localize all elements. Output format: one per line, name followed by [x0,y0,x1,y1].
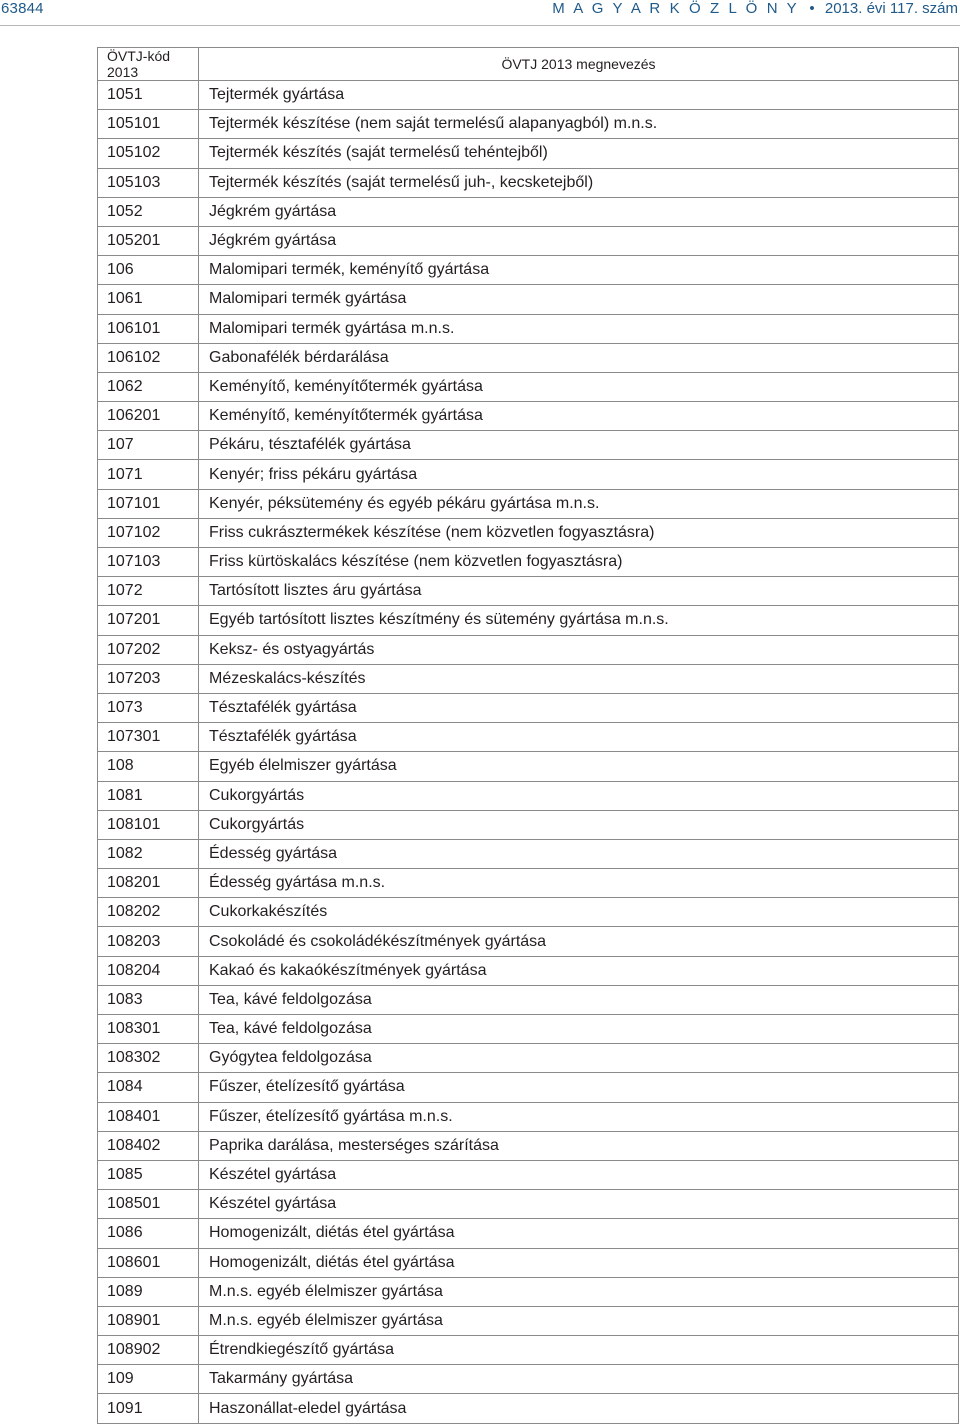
activity-name: Édesség gyártása m.n.s. [199,869,959,898]
activity-name: Keksz- és ostyagyártás [199,635,959,664]
table-row [98,1190,959,1219]
activity-name: M.n.s. egyéb élelmiszer gyártása [199,1277,959,1306]
table-row [98,1336,959,1365]
activity-code: 107301 [98,723,199,752]
table-row [98,1102,959,1131]
table-row [98,285,959,314]
activity-code: 105201 [98,226,199,255]
activity-name: Fűszer, ételízesítő gyártása [199,1073,959,1102]
activity-code: 105101 [98,110,199,139]
activity-name: Tejtermék gyártása [199,81,959,110]
activity-name: Tésztafélék gyártása [199,723,959,752]
activity-code: 107201 [98,606,199,635]
activity-name: Fűszer, ételízesítő gyártása m.n.s. [199,1102,959,1131]
table-row [98,548,959,577]
table-row [98,723,959,752]
activity-code: 107 [98,431,199,460]
activity-name: Készétel gyártása [199,1160,959,1189]
activity-name: Egyéb élelmiszer gyártása [199,752,959,781]
activity-name: Friss cukrásztermékek készítése (nem közvetlen fogyasztásra) [199,518,959,547]
activity-name: Takarmány gyártása [199,1365,959,1394]
activity-code: 1081 [98,781,199,810]
activity-code: 1061 [98,285,199,314]
activity-name: Édesség gyártása [199,839,959,868]
table-header-row [98,48,959,81]
activity-code: 106102 [98,343,199,372]
activity-name: Friss kürtöskalács készítése (nem közvetlen fogyasztásra) [199,548,959,577]
activity-code: 108101 [98,810,199,839]
table-row [98,518,959,547]
activity-name: Kenyér; friss pékáru gyártása [199,460,959,489]
table-row [98,577,959,606]
activity-code: 108202 [98,898,199,927]
table-row [98,1160,959,1189]
table-row [98,256,959,285]
activity-code: 107101 [98,489,199,518]
journal-info [552,0,958,17]
table-row [98,1015,959,1044]
table-row [98,1131,959,1160]
table-row [98,635,959,664]
activity-code: 108302 [98,1044,199,1073]
table-row [98,226,959,255]
activity-code: 108501 [98,1190,199,1219]
journal-issue: 2013. évi 117. szám [824,0,958,17]
activity-name: Tejtermék készítés (saját termelésű juh-, kecsketejből) [199,168,959,197]
activity-name: Homogenizált, diétás étel gyártása [199,1248,959,1277]
activity-name: Malomipari termék, keményítő gyártása [199,256,959,285]
activity-name: Jégkrém gyártása [199,226,959,255]
activity-code: 108402 [98,1131,199,1160]
table-row [98,168,959,197]
activity-code: 1086 [98,1219,199,1248]
table-row [98,1277,959,1306]
page-header [0,0,960,26]
table-row [98,956,959,985]
table-row [98,869,959,898]
activity-code: 107102 [98,518,199,547]
table-row [98,1365,959,1394]
activity-code: 109 [98,1365,199,1394]
activity-code-table [97,47,959,1424]
activity-code: 108204 [98,956,199,985]
activity-code: 105102 [98,139,199,168]
activity-name: Tartósított lisztes áru gyártása [199,577,959,606]
activity-name: Keményítő, keményítőtermék gyártása [199,402,959,431]
page-number: 63844 [1,0,44,17]
table-row [98,139,959,168]
activity-name: Gabonafélék bérdarálása [199,343,959,372]
table-row [98,314,959,343]
activity-code: 107203 [98,664,199,693]
activity-name: Tea, kávé feldolgozása [199,985,959,1014]
activity-name: Tésztafélék gyártása [199,693,959,722]
table-row [98,197,959,226]
activity-code: 108401 [98,1102,199,1131]
table-row [98,1219,959,1248]
table-row [98,110,959,139]
table-row [98,781,959,810]
activity-name: Malomipari termék gyártása [199,285,959,314]
activity-name: Cukorgyártás [199,810,959,839]
activity-code: 108601 [98,1248,199,1277]
activity-name: Kenyér, péksütemény és egyéb pékáru gyártása m.n.s. [199,489,959,518]
activity-name: Csokoládé és csokoládékészítmények gyártása [199,927,959,956]
activity-name: M.n.s. egyéb élelmiszer gyártása [199,1306,959,1335]
table-row [98,810,959,839]
activity-name: Pékáru, tésztafélék gyártása [199,431,959,460]
table-row [98,402,959,431]
table-row [98,898,959,927]
activity-name: Jégkrém gyártása [199,197,959,226]
table-row [98,489,959,518]
activity-code: 1085 [98,1160,199,1189]
journal-title: M A G Y A R K Ö Z L Ö N Y [552,0,800,17]
activity-name: Kakaó és kakaókészítmények gyártása [199,956,959,985]
activity-name: Gyógytea feldolgozása [199,1044,959,1073]
activity-name: Étrendkiegészítő gyártása [199,1336,959,1365]
activity-code: 107202 [98,635,199,664]
activity-code: 1091 [98,1394,199,1423]
activity-code: 108901 [98,1306,199,1335]
activity-code: 106101 [98,314,199,343]
activity-name: Egyéb tartósított lisztes készítmény és sütemény gyártása m.n.s. [199,606,959,635]
activity-code: 1084 [98,1073,199,1102]
activity-name: Tejtermék készítés (saját termelésű tehéntejből) [199,139,959,168]
table-body [98,81,959,1424]
table-row [98,839,959,868]
table-row [98,664,959,693]
table-row [98,460,959,489]
table-row [98,1248,959,1277]
activity-code: 108201 [98,869,199,898]
table-row [98,1394,959,1423]
activity-code: 108203 [98,927,199,956]
activity-code: 108301 [98,1015,199,1044]
separator-dot: • [809,0,815,17]
activity-code: 1052 [98,197,199,226]
table-row [98,606,959,635]
activity-code: 1071 [98,460,199,489]
table-row [98,372,959,401]
table-row [98,1306,959,1335]
column-header-name: ÖVTJ 2013 megnevezés [199,48,959,81]
table-row [98,1044,959,1073]
table-row [98,431,959,460]
table-row [98,752,959,781]
activity-code: 106 [98,256,199,285]
activity-code: 1072 [98,577,199,606]
activity-code: 107103 [98,548,199,577]
activity-code: 105103 [98,168,199,197]
table-row [98,343,959,372]
activity-code: 108 [98,752,199,781]
activity-name: Malomipari termék gyártása m.n.s. [199,314,959,343]
activity-code: 1089 [98,1277,199,1306]
activity-code: 1051 [98,81,199,110]
activity-name: Paprika darálása, mesterséges szárítása [199,1131,959,1160]
table-row [98,693,959,722]
activity-code: 1082 [98,839,199,868]
table-row [98,985,959,1014]
activity-code: 1083 [98,985,199,1014]
table-row [98,927,959,956]
activity-name: Tejtermék készítése (nem saját termelésű alapanyagból) m.n.s. [199,110,959,139]
activity-code: 106201 [98,402,199,431]
activity-name: Tea, kávé feldolgozása [199,1015,959,1044]
activity-code: 1073 [98,693,199,722]
activity-name: Cukorgyártás [199,781,959,810]
activity-code: 108902 [98,1336,199,1365]
activity-code: 1062 [98,372,199,401]
table-row [98,1073,959,1102]
activity-name: Homogenizált, diétás étel gyártása [199,1219,959,1248]
activity-name: Haszonállat-eledel gyártása [199,1394,959,1423]
column-header-code: ÖVTJ-kód 2013 [98,48,199,81]
table-row [98,81,959,110]
activity-name: Cukorkakészítés [199,898,959,927]
activity-name: Mézeskalács-készítés [199,664,959,693]
activity-name: Keményítő, keményítőtermék gyártása [199,372,959,401]
activity-name: Készétel gyártása [199,1190,959,1219]
